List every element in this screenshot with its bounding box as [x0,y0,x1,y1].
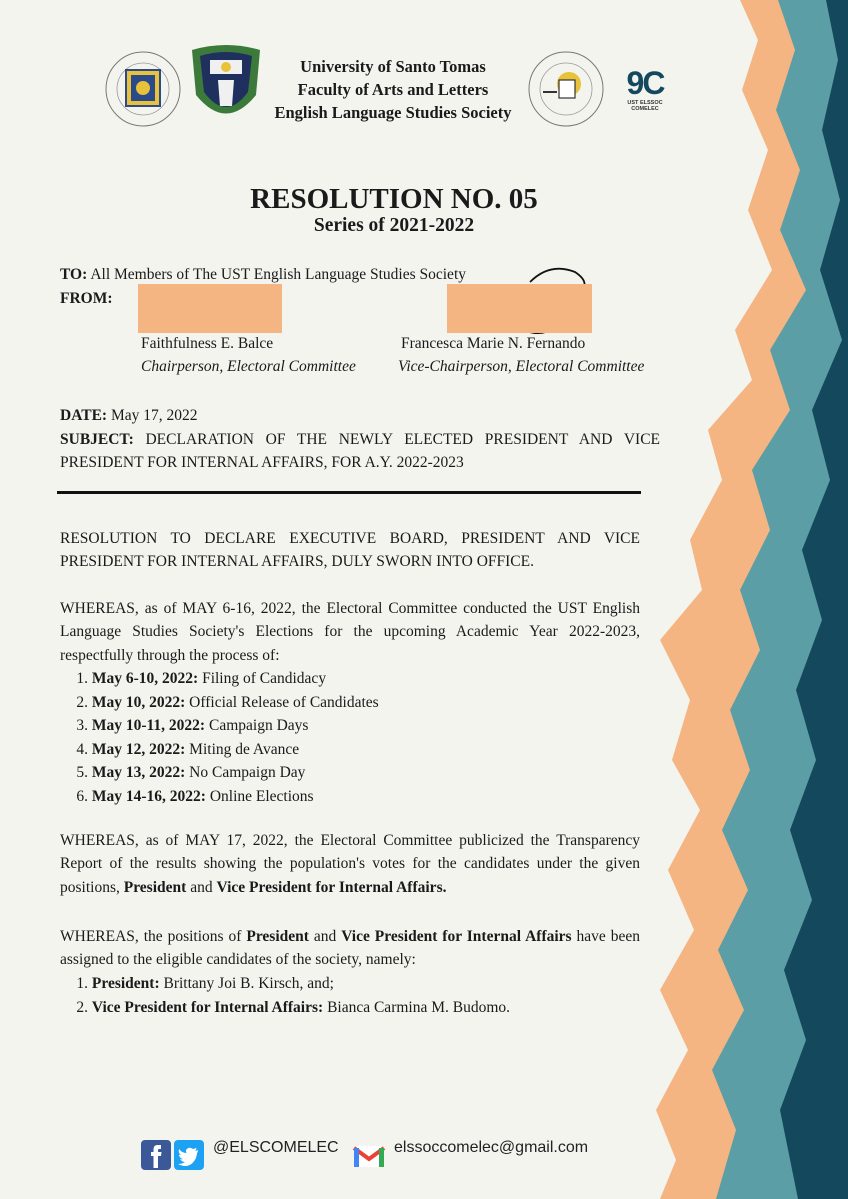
from-label: FROM: [60,290,113,307]
memo-date [60,404,198,427]
signatory-1-name: Faithfulness E. Balce [141,335,274,352]
signatory-2-name: Francesca Marie N. Fernando [401,335,586,352]
memo-subject [60,428,660,474]
comelec-logo [614,66,676,112]
list-item: 2. May 10, 2022: Official Release of Candidates [76,693,379,711]
email-address[interactable]: elssoccomelec@gmail.com [394,1139,589,1156]
subject-value: DECLARATION OF THE NEWLY ELECTED PRESIDENT AND VICE PRESIDENT FOR INTERNAL AFFAIRS, FOR A.Y. 2022-2023 [60,431,660,471]
arts-and-letters-seal-icon [186,40,266,130]
list-item: 4. May 12, 2022: Miting de Avance [76,740,300,758]
facebook-icon[interactable] [141,1140,171,1175]
signatory-1-role: Chairperson, Electoral Committee [141,358,356,375]
date-value: May 17, 2022 [110,407,198,424]
twitter-icon[interactable] [174,1140,204,1175]
comelec-mark: 9C [626,65,664,101]
society-name: English Language Studies Society [274,103,512,122]
signatory-2-role: Vice-Chairperson, Electoral Committee [398,358,645,375]
list-item: 5. May 13, 2022: No Campaign Day [76,764,306,782]
redacted-signature-1 [138,284,282,333]
list-item: 3. May 10-11, 2022: Campaign Days [76,717,309,735]
elss-seal [527,50,605,133]
ust-seal-icon [104,50,182,128]
list-item: 1. President: Brittany Joi B. Kirsch, and; [76,975,334,992]
resolution-statement: RESOLUTION TO DECLARE EXECUTIVE BOARD, PRESIDENT AND VICE PRESIDENT FOR INTERNAL AFFAIRS, DULY SWORN INTO OFFICE. [60,530,640,571]
comelec-caption: UST ELSSOC COMELEC [627,100,663,112]
university-name: University of Santo Tomas [300,57,486,76]
faculty-name: Faculty of Arts and Letters [297,80,489,99]
subject-label: SUBJECT: [60,431,134,448]
whereas-paragraph-1: WHEREAS, as of MAY 6-16, 2022, the Electoral Committee conducted the UST English Language Studies Society's Elections for the upcoming Academic Year 2022-2023, respectfully through the process of: [60,600,640,664]
elected-officers-list [60,972,640,1019]
elss-seal-icon [527,50,605,128]
gmail-icon[interactable] [352,1143,386,1174]
redacted-signature-2 [447,284,592,333]
to-label: TO: [60,266,88,283]
whereas-paragraph-3: WHEREAS, the positions of President and Vice President for Internal Affairs have been assigned to the eligible candidates of the society, namely: [60,928,640,969]
divider-rule [57,491,641,494]
list-item: 2. Vice President for Internal Affairs: Bianca Carmina M. Budomo. [76,998,511,1016]
date-label: DATE: [60,407,108,424]
list-item: 1. May 6-10, 2022: Filing of Candidacy [76,670,327,687]
election-schedule-list [60,667,640,809]
memo-to [60,263,466,286]
resolution-title: RESOLUTION NO. 05 [250,183,538,215]
whereas-paragraph-2: WHEREAS, as of MAY 17, 2022, the Electoral Committee publicized the Transparency Report of the results showing the population's votes for the candidates under the given positions, President and Vice President for Internal Affairs. [60,832,640,896]
resolution-series: Series of 2021-2022 [313,215,475,236]
arts-and-letters-seal [186,40,266,135]
list-item: 6. May 14-16, 2022: Online Elections [76,787,314,805]
letterhead [262,55,524,124]
social-handle[interactable]: @ELSCOMELEC [213,1139,339,1156]
to-value: All Members of The UST English Language Studies Society [90,266,466,283]
ust-seal [104,50,182,133]
